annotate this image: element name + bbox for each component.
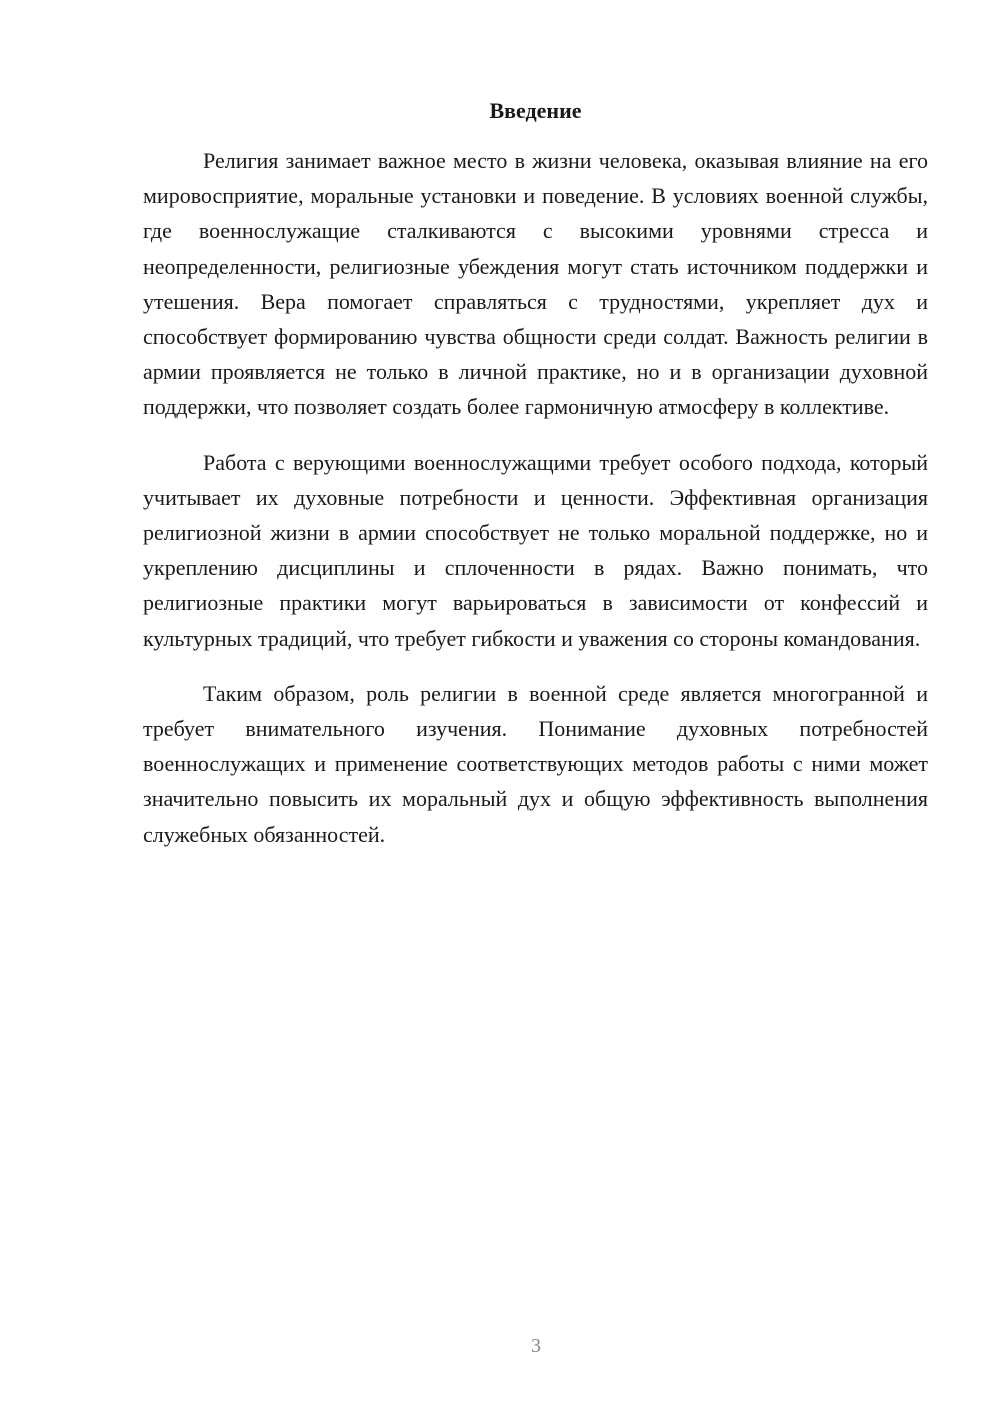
document-body <box>143 143 928 872</box>
paragraph-3: Таким образом, роль религии в военной среде является многогранной и требует внимательного изучения. Понимание духовных потребностей военнослужащих и применение соответствующих методов работы с ними может значительно повысить их моральный дух и общую эффективность выполнения служебных обязанностей. <box>143 680 928 847</box>
paragraph-2: Работа с верующими военнослужащими требует особого подхода, который учитывает их духовные потребности и ценности. Эффективная организация религиозной жизни в армии способствует не только моральной поддержке, но и укреплению дисциплины и сплоченности в рядах. Важно понимать, что религиозные практики могут варьироваться в зависимости от конфессий и культурных традиций, что требует гибкости и уважения со стороны командования. <box>143 449 928 651</box>
section-heading: Введение <box>489 98 582 123</box>
paragraph-1: Религия занимает важное место в жизни человека, оказывая влияние на его мировосприятие, моральные установки и поведение. В условиях военной службы, где военнослужащие сталкиваются с высокими уровнями стресса и неопределенности, религиозные убеждения могут стать источником поддержки и утешения. Вера помогает справляться с трудностями, укрепляет дух и способствует формированию чувства общности среди солдат. Важность религии в армии проявляется не только в личной практике, но и в организации духовной поддержки, что позволяет создать более гармоничную атмосферу в коллективе. <box>143 148 928 420</box>
page-number: 3 <box>531 1335 541 1357</box>
